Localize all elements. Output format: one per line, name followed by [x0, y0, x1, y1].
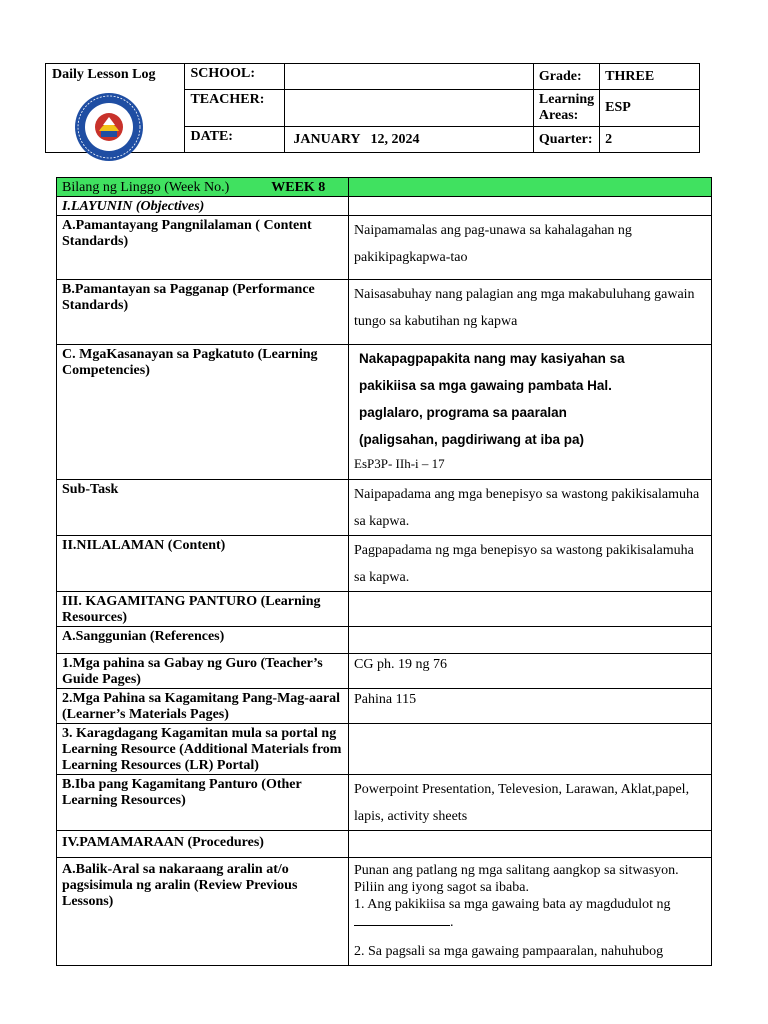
- grade-label: Grade:: [533, 64, 599, 90]
- teachers-guide-value: CG ph. 19 ng 76: [349, 654, 712, 689]
- competencies-row: [57, 345, 712, 480]
- review-value: [349, 858, 712, 966]
- week-row: [57, 178, 712, 197]
- references-label: A.Sanggunian (References): [57, 627, 349, 654]
- teachers-guide-row: [57, 654, 712, 689]
- references-row: [57, 627, 712, 654]
- header-table: [45, 63, 700, 153]
- quarter-label: Quarter:: [533, 127, 599, 153]
- additional-materials-label: 3. Karagdagang Kagamitan mula sa portal ng Learning Resource (Additional Materials from Learning Resources (LR) Portal): [57, 724, 349, 775]
- review-instructions: Punan ang patlang ng mga salitang aangkop sa sitwasyon. Piliin ang iyong sagot sa ibaba.: [354, 863, 679, 895]
- competency-line: pakikiisa sa mga gawaing pambata Hal.: [359, 378, 612, 393]
- teacher-value: [285, 90, 534, 127]
- subtask-label: Sub-Task: [57, 480, 349, 536]
- competency-code: EsP3P- IIh-i – 17: [354, 456, 445, 471]
- other-resources-value: Powerpoint Presentation, Televesion, Larawan, Aklat,papel, lapis, activity sheets: [349, 775, 712, 831]
- learners-materials-value: Pahina 115: [349, 689, 712, 724]
- content-label: II.NILALAMAN (Content): [57, 536, 349, 592]
- review-blank-period: .: [450, 915, 454, 930]
- review-item-1: 1. Ang pakikiisa sa mga gawaing bata ay magdudulot ng: [354, 897, 671, 912]
- content-row: [57, 536, 712, 592]
- teachers-guide-label: 1.Mga pahina sa Gabay ng Guro (Teacher’s Guide Pages): [57, 654, 349, 689]
- resources-row: [57, 592, 712, 627]
- review-row: [57, 858, 712, 966]
- answer-blank: [354, 913, 450, 926]
- dll-logo-cell: [46, 64, 185, 153]
- review-blank-line: [354, 913, 706, 931]
- resources-label: III. KAGAMITANG PANTURO (Learning Resources): [57, 592, 349, 627]
- date-label: DATE:: [185, 127, 285, 153]
- teacher-label: TEACHER:: [185, 90, 285, 127]
- competency-line: Nakapagpapakita nang may kasiyahan sa: [359, 351, 625, 366]
- school-value: [285, 64, 534, 90]
- references-value: [349, 627, 712, 654]
- performance-standards-row: [57, 280, 712, 345]
- content-value: Pagpapadama ng mga benepisyo sa wastong pakikisalamuha sa kapwa.: [349, 536, 712, 592]
- learners-materials-label: 2.Mga Pahina sa Kagamitang Pang-Mag-aaral (Learner’s Materials Pages): [57, 689, 349, 724]
- lesson-table: [56, 177, 712, 966]
- week-label-cell: [57, 178, 349, 197]
- week-value-cell: [349, 178, 712, 197]
- procedures-row: [57, 831, 712, 858]
- other-resources-row: [57, 775, 712, 831]
- resources-value: [349, 592, 712, 627]
- competency-line: (paligsahan, pagdiriwang at iba pa): [359, 432, 585, 447]
- procedures-value: [349, 831, 712, 858]
- review-label: A.Balik-Aral sa nakaraang aralin at/o pagsisimula ng aralin (Review Previous Lessons): [57, 858, 349, 966]
- content-standards-value: Naipamamalas ang pag-unawa sa kahalagahan ng pakikipagkapwa-tao: [349, 216, 712, 280]
- objectives-label: I.LAYUNIN (Objectives): [57, 197, 349, 216]
- content-standards-row: [57, 216, 712, 280]
- review-item-2: 2. Sa pagsali sa mga gawaing pampaaralan, nahuhubog: [354, 944, 664, 959]
- competency-line: paglalaro, programa sa paaralan: [359, 405, 567, 420]
- dll-title: Daily Lesson Log: [52, 67, 156, 82]
- additional-materials-value: [349, 724, 712, 775]
- learners-materials-row: [57, 689, 712, 724]
- subtask-row: [57, 480, 712, 536]
- subtask-value: Naipapadama ang mga benepisyo sa wastong pakikisalamuha sa kapwa.: [349, 480, 712, 536]
- learning-areas-label: Learning Areas:: [533, 90, 599, 127]
- competencies-value: [349, 345, 712, 480]
- grade-value: THREE: [600, 64, 700, 90]
- performance-standards-value: Naisasabuhay nang palagian ang mga makabuluhang gawain tungo sa kabutihan ng kapwa: [349, 280, 712, 345]
- other-resources-label: B.Iba pang Kagamitang Panturo (Other Learning Resources): [57, 775, 349, 831]
- objectives-value: [349, 197, 712, 216]
- additional-materials-row: [57, 724, 712, 775]
- week-label: Bilang ng Linggo (Week No.): [62, 180, 230, 195]
- learning-areas-value: ESP: [600, 90, 700, 127]
- deped-seal-icon: [73, 91, 145, 163]
- content-standards-label: A.Pamantayang Pangnilalaman ( Content Standards): [57, 216, 349, 280]
- competencies-label: C. MgaKasanayan sa Pagkatuto (Learning Competencies): [57, 345, 349, 480]
- date-value: JANUARY 12, 2024: [285, 127, 534, 153]
- week-number: WEEK 8: [271, 180, 326, 195]
- procedures-label: IV.PAMAMARAAN (Procedures): [57, 831, 349, 858]
- school-label: SCHOOL:: [185, 64, 285, 90]
- quarter-value: 2: [600, 127, 700, 153]
- performance-standards-label: B.Pamantayan sa Pagganap (Performance Standards): [57, 280, 349, 345]
- objectives-row: [57, 197, 712, 216]
